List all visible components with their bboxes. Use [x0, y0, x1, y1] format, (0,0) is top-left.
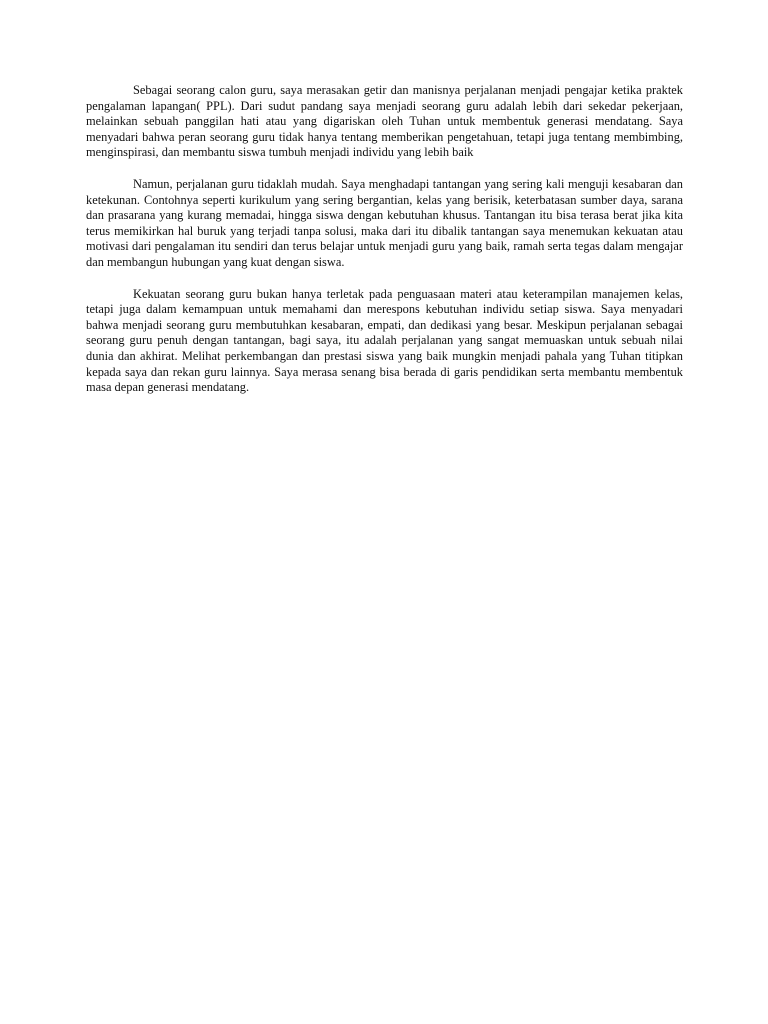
paragraph-3: Kekuatan seorang guru bukan hanya terletak pada penguasaan materi atau keterampilan manajemen kelas, tetapi juga dalam kemampuan untuk memahami dan merespons kebutuhan individu setiap siswa. Saya menyadari bahwa menjadi seorang guru membutuhkan kesabaran, empati, dan dedikasi yang besar. Meskipun perjalanan sebagai seorang guru penuh dengan tantangan, bagi saya, itu adalah perjalanan yang sangat memuaskan untuk sebuah nilai dunia dan akhirat. Melihat perkembangan dan prestasi siswa yang baik mungkin menjadi pahala yang Tuhan titipkan kepada saya dan rekan guru lainnya. Saya merasa senang bisa berada di garis pendidikan serta membantu membentuk masa depan generasi mendatang. [86, 286, 683, 395]
paragraph-2: Namun, perjalanan guru tidaklah mudah. Saya menghadapi tantangan yang sering kali menguji kesabaran dan ketekunan. Contohnya seperti kurikulum yang sering bergantian, kelas yang berisik, keterbatasan sumber daya, sarana dan prasarana yang kurang memadai, hingga siswa dengan kebutuhan khusus. Tantangan itu bisa terasa berat jika kita terus memikirkan hal buruk yang terjadi tanpa solusi, maka dari itu dibalik tantangan saya menemukan kekuatan atau motivasi dari pengalaman itu sendiri dan terus belajar untuk menjadi guru yang baik, ramah serta tegas dalam mengajar dan membangun hubungan yang kuat dengan siswa. [86, 176, 683, 269]
paragraph-1: Sebagai seorang calon guru, saya merasakan getir dan manisnya perjalanan menjadi pengajar ketika praktek pengalaman lapangan( PPL). Dari sudut pandang saya menjadi seorang guru adalah lebih dari sekedar pekerjaan, melainkan sebuah panggilan hati atau yang digariskan oleh Tuhan untuk membentuk generasi mendatang. Saya menyadari bahwa peran seorang guru tidak hanya tentang memberikan pengetahuan, tetapi juga tentang membimbing, menginspirasi, dan membantu siswa tumbuh menjadi individu yang lebih baik [86, 83, 683, 160]
document-page [86, 83, 683, 412]
